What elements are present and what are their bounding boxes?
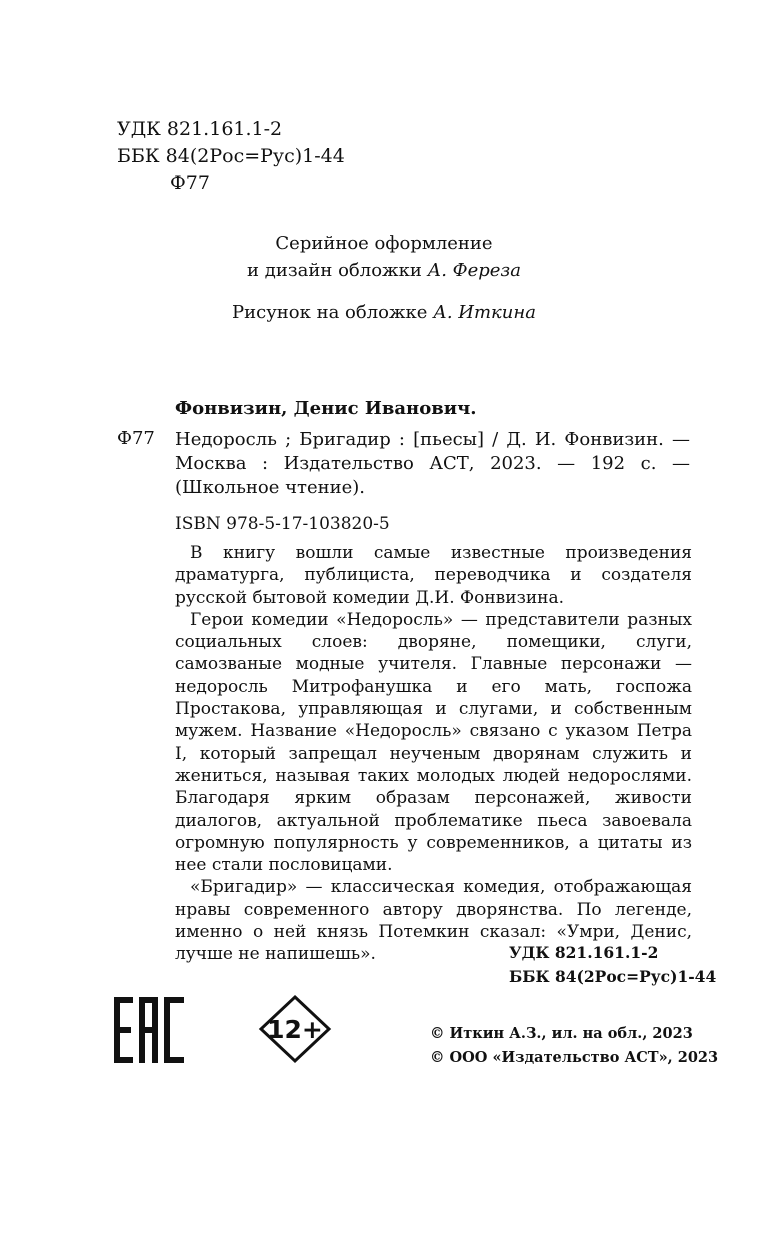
annotation-paragraph: «Бригадир» — классическая комедия, отображающая нравы современного автору дворянства. По легенде, именно о ней князь Потемкин сказал: «Умри, Денис, лучше не напишешь».: [175, 877, 692, 965]
age-rating-label: 12+: [267, 1015, 323, 1044]
copyright-block: [430, 1022, 718, 1070]
annotation-paragraph: Герои комедии «Недоросль» — представители разных социальных слоев: дворяне, помещики, слуги, самозваные модные учителя. Главные персонажи — недоросль Митрофанушка и его мать, госпожа Простакова, управляющая и слугами, и собственным мужем. Название «Недоросль» связано с указом Петра I, который запрещал неученым дворянам служить и жениться, называя таких молодых людей недорослями. Благодаря ярким образам персонажей, живости диалогов, актуальной проблематике пьеса завоевала огромную популярность у современников, а цитаты из нее стали пословицами.: [175, 609, 692, 876]
annotation: [175, 542, 692, 966]
design-credit-line1: Серийное оформление: [275, 233, 493, 254]
author-mark: Ф77: [170, 172, 210, 194]
bbk-code: ББК 84(2Рос=Рус)1-44: [117, 145, 345, 167]
illustrator-name: А. Иткина: [433, 302, 536, 323]
footer-bbk: ББК 84(2Рос=Рус)1-44: [509, 967, 717, 986]
annotation-paragraph: В книгу вошли самые известные произведения драматурга, публициста, переводчика и создателя русской бытовой комедии Д.И. Фонвизина.: [175, 543, 692, 608]
footer-codes: [509, 941, 716, 989]
age-rating-icon: [258, 994, 332, 1064]
isbn: ISBN 978-5-17-103820-5: [175, 514, 390, 534]
classification-codes: [117, 116, 345, 197]
bibliographic-description: Недоросль ; Бригадир : [пьесы] / Д. И. Фонвизин. — Москва : Издательство АСТ, 2023. — 192 с. — (Школьное чтение).: [175, 429, 690, 498]
copyright-illustration: © Иткин А.З., ил. на обл., 2023: [430, 1025, 693, 1042]
bibliographic-mark: Ф77: [117, 428, 155, 449]
design-credit-line2: и дизайн обложки А. Фереза: [247, 260, 521, 281]
udk-code: УДК 821.161.1-2: [117, 118, 283, 140]
copyright-publisher: © ООО «Издательство АСТ», 2023: [430, 1049, 719, 1066]
footer-udk: УДК 821.161.1-2: [509, 943, 659, 962]
eac-logo-icon: [112, 995, 186, 1065]
bibliographic-author: Фонвизин, Денис Иванович.: [175, 398, 477, 419]
design-credit: [0, 230, 768, 284]
cover-illustration-credit: Рисунок на обложке А. Иткина: [232, 302, 536, 323]
designer-name: А. Фереза: [427, 260, 521, 281]
